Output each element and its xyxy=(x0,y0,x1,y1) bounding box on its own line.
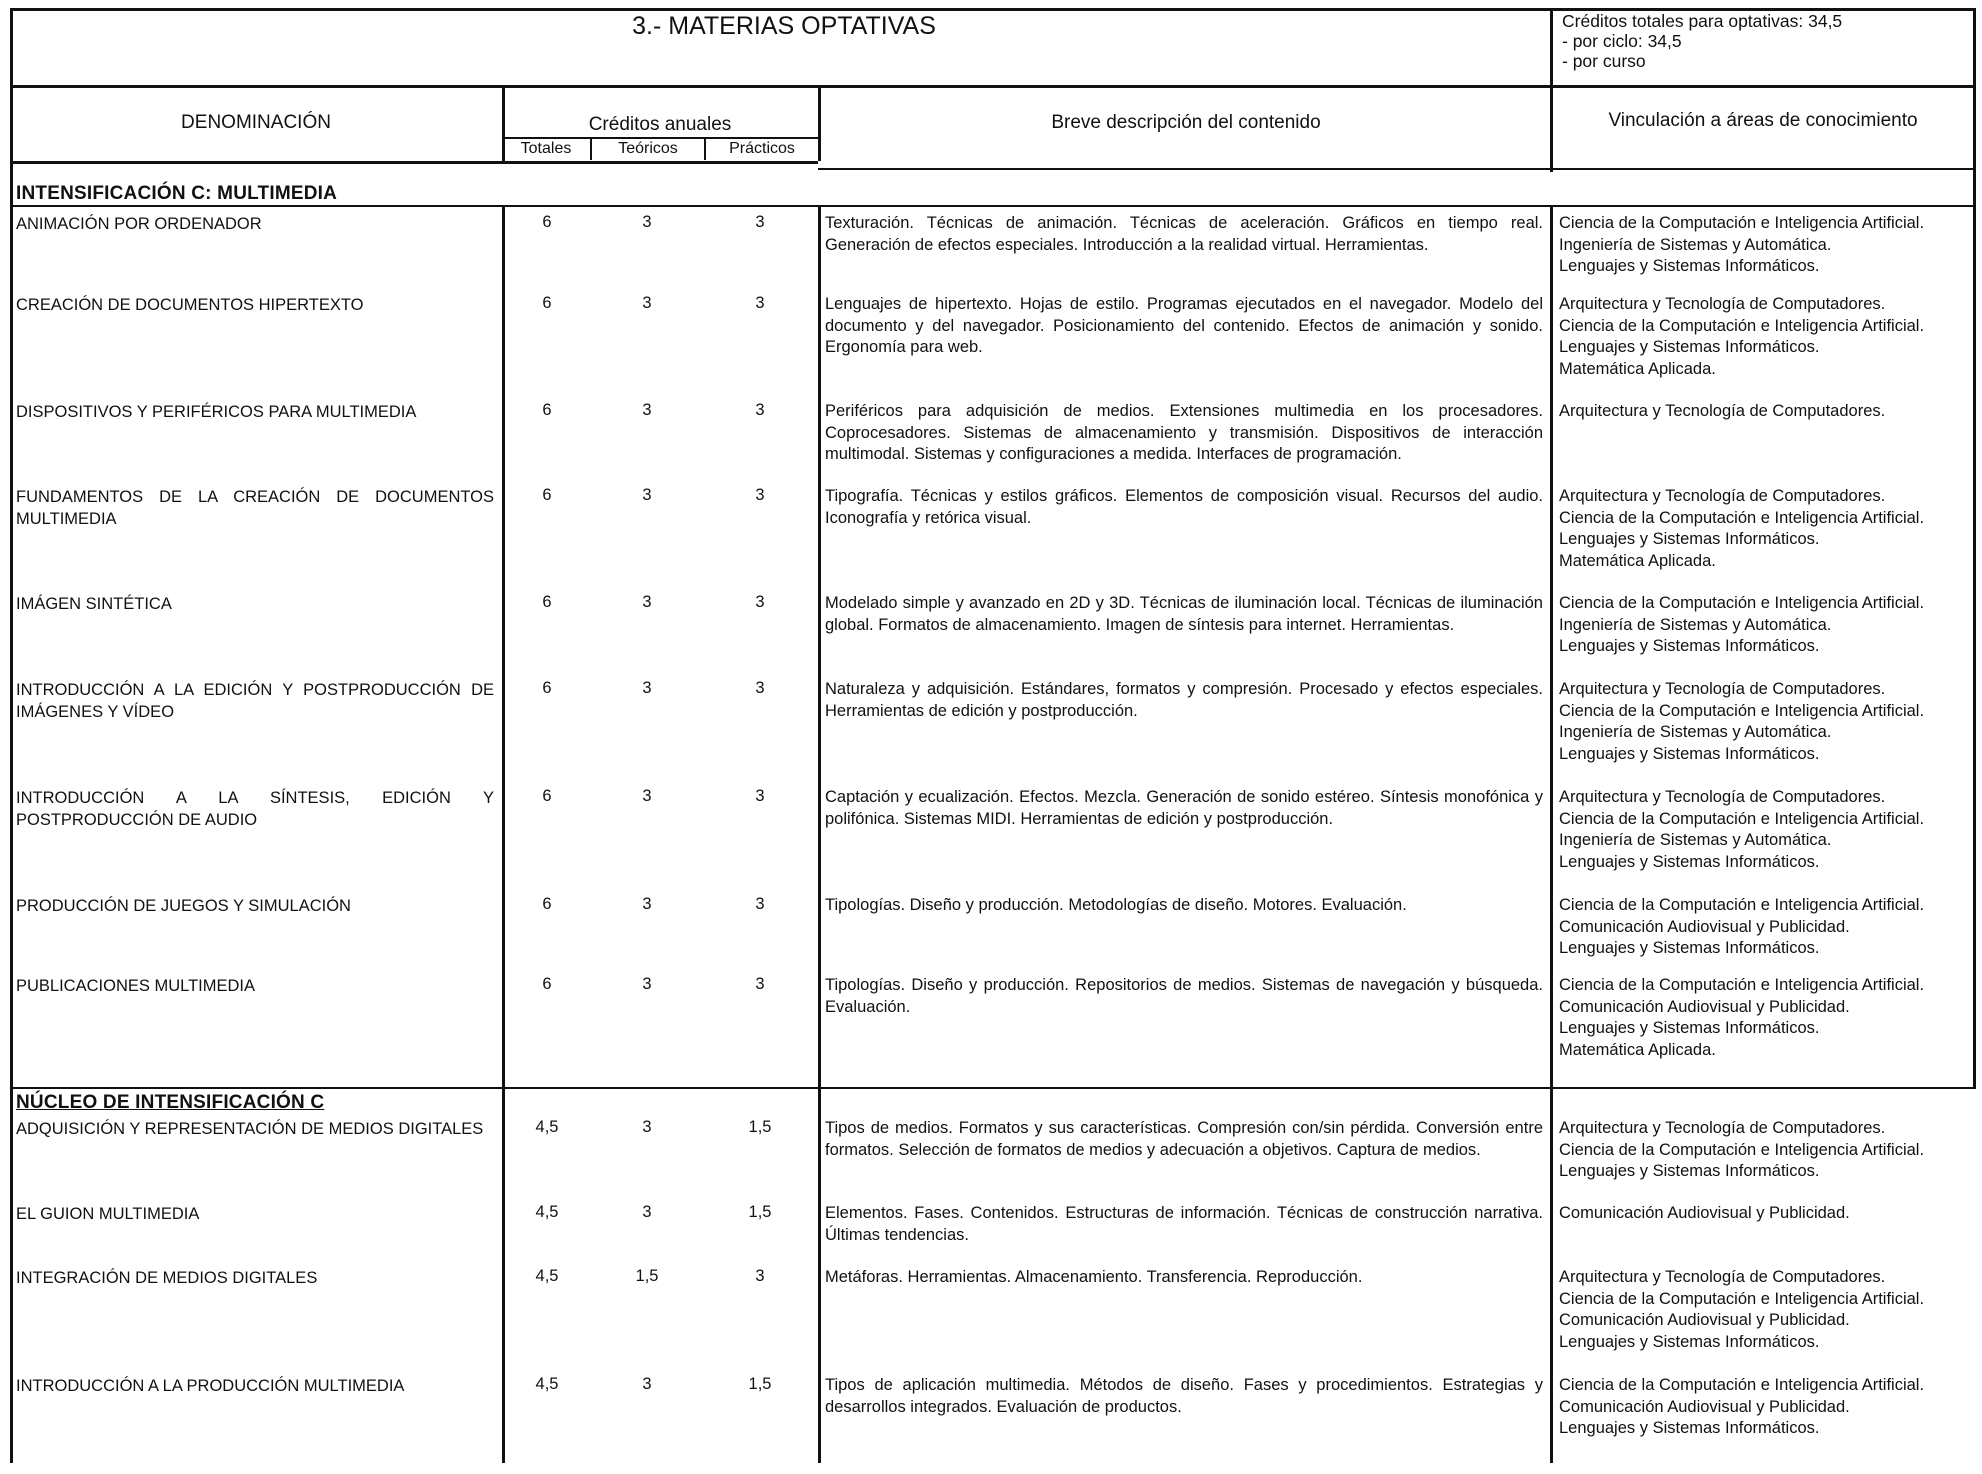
credits-per-course: - por curso xyxy=(1562,51,1646,71)
knowledge-area-item: Comunicación Audiovisual y Publicidad. xyxy=(1559,1311,1850,1329)
knowledge-area-item: Matemática Aplicada. xyxy=(1559,1040,1716,1059)
knowledge-area-item: Arquitectura y Tecnología de Computadores. xyxy=(1559,680,1886,698)
credits-total: Créditos totales para optativas: 34,5 xyxy=(1562,11,1843,31)
subject-name: ANIMACIÓN POR ORDENADOR xyxy=(16,215,262,233)
subject-name: INTRODUCCIÓN A LA SÍNTESIS, EDICIÓN Y POSTPRODUCCIÓN DE AUDIO xyxy=(16,789,494,829)
body-divider-2 xyxy=(818,206,821,1463)
subject-description: Tipologías. Diseño y producción. Repositorios de medios. Sistemas de navegación y búsqueda. Evaluación. xyxy=(825,976,1543,1016)
knowledge-area-item: Lenguajes y Sistemas Informáticos. xyxy=(1559,1332,1820,1351)
credits-practicos: 3 xyxy=(755,593,765,611)
credits-teoricos: 3 xyxy=(642,486,652,504)
subject-name: FUNDAMENTOS DE LA CREACIÓN DE DOCUMENTOS MULTIMEDIA xyxy=(16,488,494,528)
credits-teoricos: 3 xyxy=(642,895,652,913)
knowledge-area-item: Comunicación Audiovisual y Publicidad. xyxy=(1559,917,1850,936)
knowledge-area-item: Comunicación Audiovisual y Publicidad. xyxy=(1559,1397,1850,1416)
credits-practicos: 3 xyxy=(755,787,765,805)
header-top-line xyxy=(10,85,1976,88)
section-1-line xyxy=(10,205,1976,207)
knowledge-area-item: Ciencia de la Computación e Inteligencia Artificial. xyxy=(1559,316,1925,335)
knowledge-area-item: Ingeniería de Sistemas y Automática. xyxy=(1559,831,1832,849)
knowledge-area-item: Lenguajes y Sistemas Informáticos. xyxy=(1559,637,1820,655)
subheader-divider-2 xyxy=(704,137,706,160)
knowledge-area-item: Ciencia de la Computación e Inteligencia Artificial. xyxy=(1559,1289,1925,1308)
credits-practicos: 3 xyxy=(755,213,765,231)
credits-per-cycle: - por ciclo: 34,5 xyxy=(1562,31,1682,51)
knowledge-area-item: Arquitectura y Tecnología de Computadores. xyxy=(1559,402,1886,420)
subject-name: DISPOSITIVOS Y PERIFÉRICOS PARA MULTIMEDIA xyxy=(16,403,417,421)
credits-totales: 6 xyxy=(542,294,552,312)
subject-name: PUBLICACIONES MULTIMEDIA xyxy=(16,977,255,995)
header-bottom-line xyxy=(10,161,818,164)
knowledge-area-item: Ciencia de la Computación e Inteligencia Artificial. xyxy=(1559,896,1925,914)
credits-practicos: 3 xyxy=(755,486,765,504)
credits-teoricos: 3 xyxy=(642,787,652,805)
credits-teoricos: 3 xyxy=(642,593,652,611)
credits-totales: 6 xyxy=(542,679,552,697)
knowledge-area-item: Lenguajes y Sistemas Informáticos. xyxy=(1559,939,1820,957)
optional-subjects-table xyxy=(10,8,1976,1463)
credits-teoricos: 1,5 xyxy=(635,1267,659,1285)
knowledge-area-item: Ciencia de la Computación e Inteligencia Artificial. xyxy=(1559,701,1925,720)
credits-practicos: 3 xyxy=(755,975,765,993)
subject-description: Naturaleza y adquisición. Estándares, formatos y compresión. Procesado y efectos especiales. Herramientas de edición y postproducción. xyxy=(825,680,1543,720)
subject-description: Tipos de aplicación multimedia. Métodos de diseño. Fases y procedimientos. Estrategias y desarrollos integrados. Evaluación de productos. xyxy=(825,1376,1543,1416)
knowledge-area-item: Lenguajes y Sistemas Informáticos. xyxy=(1559,1419,1820,1437)
subject-description: Metáforas. Herramientas. Almacenamiento. Transferencia. Reproducción. xyxy=(825,1268,1363,1286)
credits-practicos: 3 xyxy=(755,294,765,312)
subject-description: Tipologías. Diseño y producción. Metodologías de diseño. Motores. Evaluación. xyxy=(825,896,1407,914)
section-title-nucleo: NÚCLEO DE INTENSIFICACIÓN C xyxy=(16,1092,325,1113)
subject-name: ADQUISICIÓN Y REPRESENTACIÓN DE MEDIOS DIGITALES xyxy=(16,1120,484,1138)
header-descripcion: Breve descripción del contenido xyxy=(1051,112,1321,133)
knowledge-area-item: Lenguajes y Sistemas Informáticos. xyxy=(1559,744,1820,763)
header-creditos: Créditos anuales xyxy=(588,114,732,135)
header-divider-3 xyxy=(1550,86,1553,172)
knowledge-areas xyxy=(1559,895,1924,960)
section-title-multimedia: INTENSIFICACIÓN C: MULTIMEDIA xyxy=(16,183,338,204)
credits-totales: 6 xyxy=(542,213,552,231)
subject-name: INTRODUCCIÓN A LA PRODUCCIÓN MULTIMEDIA xyxy=(16,1377,405,1395)
credits-box xyxy=(1562,11,1842,71)
credits-totales: 6 xyxy=(542,401,552,419)
knowledge-areas xyxy=(1559,486,1924,572)
subject-name: EL GUION MULTIMEDIA xyxy=(16,1205,200,1223)
knowledge-area-item: Matemática Aplicada. xyxy=(1559,551,1716,570)
header-teoricos: Teóricos xyxy=(618,140,678,157)
credits-totales: 6 xyxy=(542,975,552,993)
knowledge-areas xyxy=(1559,294,1924,380)
credits-practicos: 3 xyxy=(755,679,765,697)
header-divider-2 xyxy=(818,86,821,161)
header-vinculacion: Vinculación a áreas de conocimiento xyxy=(1608,110,1918,131)
subject-name: INTRODUCCIÓN A LA EDICIÓN Y POSTPRODUCCIÓN DE IMÁGENES Y VÍDEO xyxy=(16,681,494,721)
credits-practicos: 3 xyxy=(755,895,765,913)
credits-practicos: 1,5 xyxy=(748,1118,772,1136)
credits-totales: 6 xyxy=(542,895,552,913)
subject-description: Lenguajes de hipertexto. Hojas de estilo. Programas ejecutados en el navegador. Modelo del documento y del navegador. Posicionamiento del contenido. Efectos de animación y sonido. Ergonomía para web. xyxy=(825,295,1543,356)
subject-name: CREACIÓN DE DOCUMENTOS HIPERTEXTO xyxy=(16,296,364,314)
knowledge-area-item: Ciencia de la Computación e Inteligencia Artificial. xyxy=(1559,976,1925,994)
knowledge-areas xyxy=(1559,213,1924,278)
knowledge-areas xyxy=(1559,1203,1850,1225)
header-denominacion: DENOMINACIÓN xyxy=(181,112,331,133)
subject-name: IMÁGEN SINTÉTICA xyxy=(16,595,172,613)
subheader-divider-1 xyxy=(590,137,592,160)
knowledge-area-item: Ingeniería de Sistemas y Automática. xyxy=(1559,615,1832,634)
knowledge-area-item: Ciencia de la Computación e Inteligencia Artificial. xyxy=(1559,1376,1925,1394)
knowledge-area-item: Arquitectura y Tecnología de Computadores. xyxy=(1559,788,1886,806)
subject-description: Captación y ecualización. Efectos. Mezcla. Generación de sonido estéreo. Síntesis monofónica y polifónica. Sistemas MIDI. Herramientas de edición y postproducción. xyxy=(825,788,1543,828)
credits-totales: 6 xyxy=(542,593,552,611)
knowledge-area-item: Ciencia de la Computación e Inteligencia Artificial. xyxy=(1559,594,1925,612)
knowledge-areas xyxy=(1559,1118,1924,1183)
credits-teoricos: 3 xyxy=(642,401,652,419)
knowledge-area-item: Ingeniería de Sistemas y Automática. xyxy=(1559,723,1832,741)
credits-totales: 4,5 xyxy=(535,1203,559,1221)
knowledge-areas xyxy=(1559,975,1924,1061)
subject-description: Tipografía. Técnicas y estilos gráficos. Elementos de composición visual. Recursos del audio. Iconografía y retórica visual. xyxy=(825,487,1543,527)
credits-practicos: 3 xyxy=(755,1267,765,1285)
page-title: 3.- MATERIAS OPTATIVAS xyxy=(632,12,936,40)
subject-description: Texturación. Técnicas de animación. Técnicas de aceleración. Gráficos en tiempo real. Generación de efectos especiales. Introducción a la realidad virtual. Herramientas. xyxy=(825,214,1543,254)
knowledge-area-item: Lenguajes y Sistemas Informáticos. xyxy=(1559,338,1820,356)
credits-practicos: 1,5 xyxy=(748,1203,772,1221)
knowledge-area-item: Arquitectura y Tecnología de Computadores. xyxy=(1559,1268,1886,1286)
credits-teoricos: 3 xyxy=(642,1203,652,1221)
credits-totales: 6 xyxy=(542,787,552,805)
header-divider-1 xyxy=(502,86,505,161)
knowledge-areas xyxy=(1559,593,1924,658)
section-2-top-line xyxy=(10,1087,1976,1089)
knowledge-area-item: Matemática Aplicada. xyxy=(1559,359,1716,378)
knowledge-area-item: Arquitectura y Tecnología de Computadores. xyxy=(1559,1119,1886,1137)
body-divider-1 xyxy=(502,206,505,1463)
credits-totales: 4,5 xyxy=(535,1375,559,1393)
knowledge-area-item: Ciencia de la Computación e Inteligencia Artificial. xyxy=(1559,809,1925,828)
knowledge-area-item: Lenguajes y Sistemas Informáticos. xyxy=(1559,1019,1820,1037)
knowledge-area-item: Lenguajes y Sistemas Informáticos. xyxy=(1559,530,1820,548)
subject-description: Periféricos para adquisición de medios. Extensiones multimedia en los procesadores. Coprocesadores. Sistemas de almacenamiento y transmisión. Dispositivos de interacción multimodal. Sistemas y configuraciones a medida. Interfaces de programación. xyxy=(825,402,1543,463)
knowledge-areas xyxy=(1559,1267,1924,1353)
subject-name: INTEGRACIÓN DE MEDIOS DIGITALES xyxy=(16,1269,318,1287)
knowledge-area-item: Comunicación Audiovisual y Publicidad. xyxy=(1559,997,1850,1016)
credits-totales: 4,5 xyxy=(535,1118,559,1136)
knowledge-areas xyxy=(1559,679,1924,765)
body-divider-3 xyxy=(1550,206,1553,1463)
border-left xyxy=(10,8,13,1463)
knowledge-area-item: Arquitectura y Tecnología de Computadores. xyxy=(1559,295,1886,313)
credits-teoricos: 3 xyxy=(642,1375,652,1393)
knowledge-area-item: Lenguajes y Sistemas Informáticos. xyxy=(1559,257,1820,275)
knowledge-areas xyxy=(1559,1375,1924,1440)
credits-totales: 6 xyxy=(542,486,552,504)
credits-practicos: 1,5 xyxy=(748,1375,772,1393)
knowledge-area-item: Ciencia de la Computación e Inteligencia Artificial. xyxy=(1559,214,1925,232)
subject-description: Modelado simple y avanzado en 2D y 3D. Técnicas de iluminación local. Técnicas de iluminación global. Formatos de almacenamiento. Imagen de síntesis para internet. Herramientas. xyxy=(825,594,1543,634)
credits-teoricos: 3 xyxy=(642,213,652,231)
knowledge-area-item: Comunicación Audiovisual y Publicidad. xyxy=(1559,1204,1850,1222)
credits-subheader-line xyxy=(502,137,818,139)
knowledge-area-item: Lenguajes y Sistemas Informáticos. xyxy=(1559,1162,1820,1180)
credits-teoricos: 3 xyxy=(642,679,652,697)
header-totales: Totales xyxy=(520,140,572,157)
header-bottom-line-right xyxy=(818,168,1976,170)
credits-teoricos: 3 xyxy=(642,975,652,993)
knowledge-areas xyxy=(1559,401,1885,423)
knowledge-area-item: Lenguajes y Sistemas Informáticos. xyxy=(1559,852,1820,871)
credits-teoricos: 3 xyxy=(642,294,652,312)
credits-practicos: 3 xyxy=(755,401,765,419)
subject-description: Tipos de medios. Formatos y sus características. Compresión con/sin pérdida. Conversión entre formatos. Selección de formatos de medios y adecuación a objetivos. Captura de medios. xyxy=(825,1119,1543,1159)
knowledge-area-item: Ingeniería de Sistemas y Automática. xyxy=(1559,235,1832,254)
credits-teoricos: 3 xyxy=(642,1118,652,1136)
knowledge-area-item: Arquitectura y Tecnología de Computadores. xyxy=(1559,487,1886,505)
border-right xyxy=(1973,8,1976,1088)
subject-name: PRODUCCIÓN DE JUEGOS Y SIMULACIÓN xyxy=(16,897,351,915)
knowledge-area-item: Ciencia de la Computación e Inteligencia Artificial. xyxy=(1559,1140,1925,1159)
knowledge-areas xyxy=(1559,787,1924,873)
header-practicos: Prácticos xyxy=(729,140,795,157)
credits-totales: 4,5 xyxy=(535,1267,559,1285)
knowledge-area-item: Ciencia de la Computación e Inteligencia Artificial. xyxy=(1559,508,1925,527)
credits-box-divider xyxy=(1550,8,1553,86)
subject-description: Elementos. Fases. Contenidos. Estructuras de información. Técnicas de construcción narrativa. Últimas tendencias. xyxy=(825,1204,1543,1244)
